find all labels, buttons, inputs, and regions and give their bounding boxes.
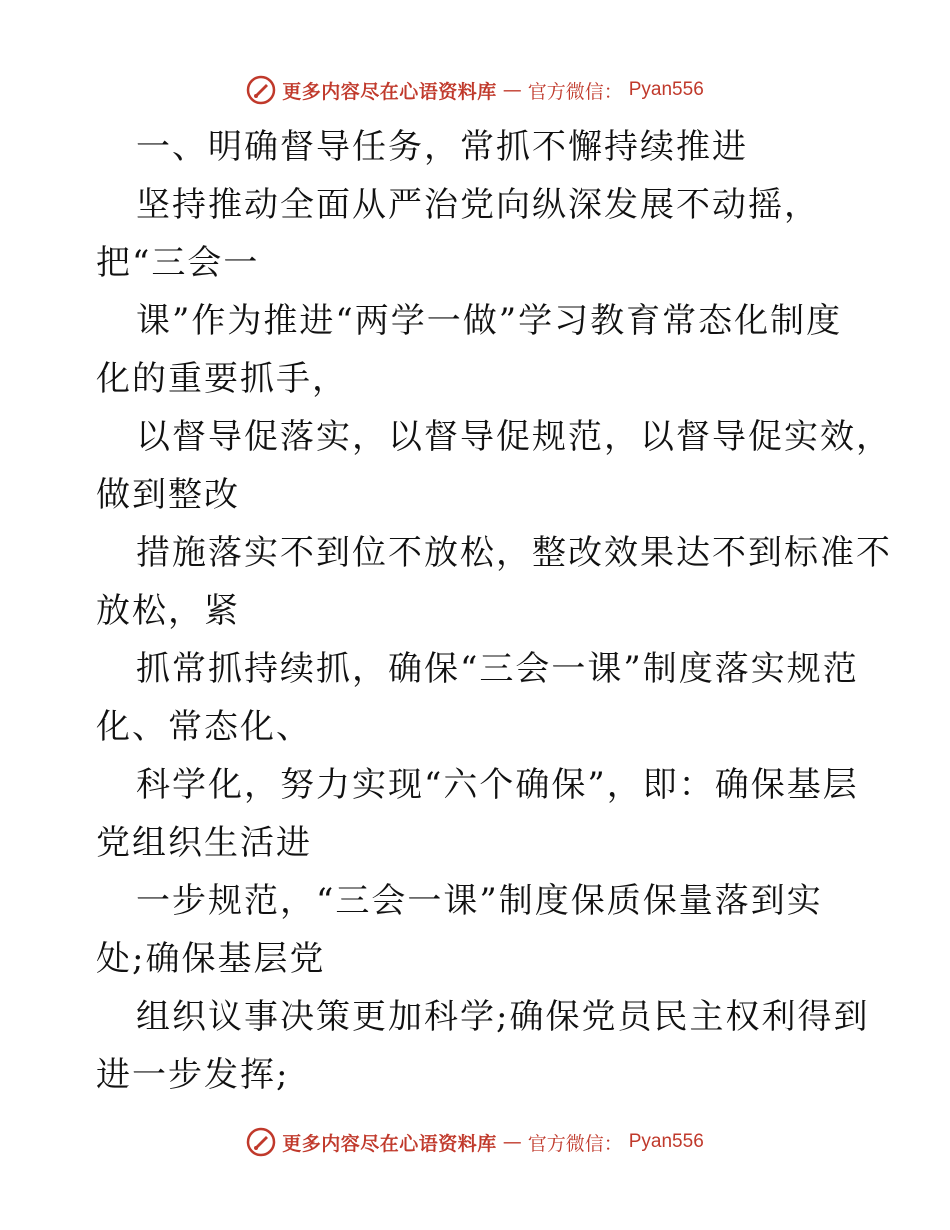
watermark-contact-id: Pyan556 bbox=[628, 79, 704, 100]
document-line: 化、常态化、 bbox=[96, 707, 312, 747]
watermark-brand: 更多内容尽在心语资料库 bbox=[282, 1132, 497, 1155]
watermark-separator: — bbox=[502, 1131, 522, 1153]
document-line: 措施落实不到位不放松，整改效果达不到标准不 bbox=[136, 533, 892, 573]
document-line: 以督导促落实，以督导促规范，以督导促实效， bbox=[136, 417, 892, 457]
document-line: 把“三会一 bbox=[96, 243, 260, 283]
document-line: 做到整改 bbox=[96, 475, 240, 515]
document-line: 一步规范，“三会一课”制度保质保量落到实 bbox=[136, 881, 823, 921]
header-watermark bbox=[0, 70, 950, 110]
document-line: 一、明确督导任务，常抓不懈持续推进 bbox=[136, 127, 748, 167]
document-line: 组织议事决策更加科学;确保党员民主权利得到 bbox=[136, 997, 870, 1037]
document-line: 抓常抓持续抓，确保“三会一课”制度落实规范 bbox=[136, 649, 859, 689]
document-line: 进一步发挥; bbox=[96, 1055, 290, 1095]
document-line: 坚持推动全面从严治党向纵深发展不动摇， bbox=[136, 185, 820, 225]
document-body bbox=[96, 118, 892, 1104]
stamp-logo-icon bbox=[246, 1127, 276, 1157]
stamp-logo-icon bbox=[246, 75, 276, 105]
watermark-contact-label: 官方微信： bbox=[527, 80, 623, 103]
watermark-contact-label: 官方微信： bbox=[527, 1132, 623, 1155]
document-line: 党组织生活进 bbox=[96, 823, 312, 863]
document-line: 化的重要抓手， bbox=[96, 359, 348, 399]
watermark-brand: 更多内容尽在心语资料库 bbox=[282, 80, 497, 103]
watermark-separator: — bbox=[502, 79, 522, 101]
watermark-contact-id: Pyan556 bbox=[628, 1131, 704, 1152]
document-line: 课”作为推进“两学一做”学习教育常态化制度 bbox=[136, 301, 843, 341]
document-line: 处;确保基层党 bbox=[96, 939, 326, 979]
document-line: 科学化，努力实现“六个确保”，即：确保基层 bbox=[136, 765, 859, 805]
footer-watermark bbox=[0, 1122, 950, 1162]
document-line: 放松，紧 bbox=[96, 591, 240, 631]
